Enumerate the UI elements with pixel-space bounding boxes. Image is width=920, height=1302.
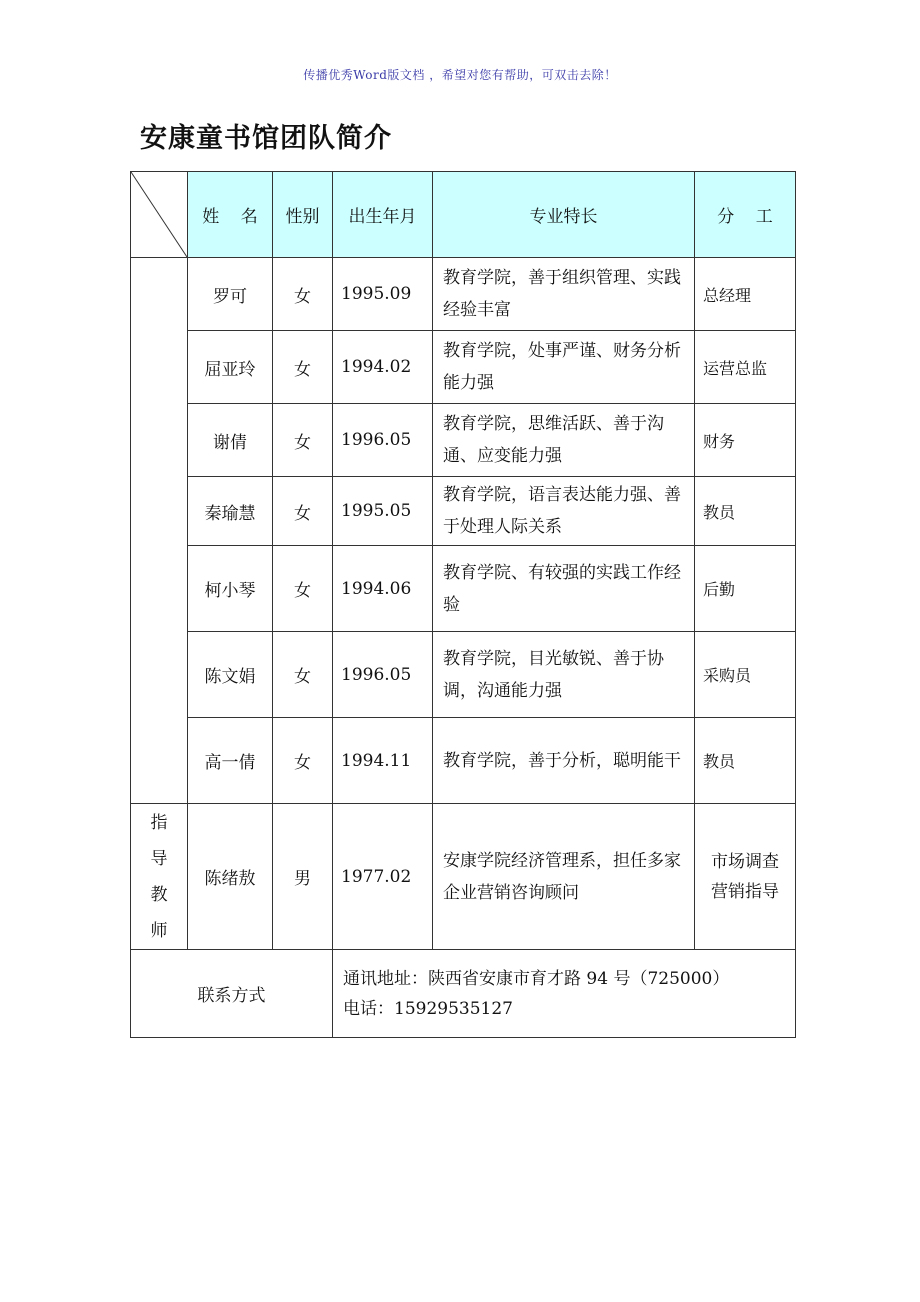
member-gender: 女 bbox=[273, 632, 333, 718]
watermark-text: 传播优秀Word版文档 ，希望对您有帮助，可双击去除！ bbox=[303, 68, 617, 82]
member-gender: 女 bbox=[273, 546, 333, 632]
member-specialty: 教育学院、有较强的实践工作经验 bbox=[433, 546, 695, 632]
member-specialty: 教育学院，语言表达能力强、善于处理人际关系 bbox=[433, 477, 695, 546]
header-name: 姓 名 bbox=[188, 172, 273, 258]
member-name: 陈文娟 bbox=[188, 632, 273, 718]
member-name: 屈亚玲 bbox=[188, 331, 273, 404]
table-row bbox=[131, 546, 796, 632]
advisor-specialty: 安康学院经济管理系，担任多家企业营销咨询顾问 bbox=[433, 804, 695, 950]
member-role: 总经理 bbox=[695, 258, 796, 331]
member-gender: 女 bbox=[273, 477, 333, 546]
member-gender: 女 bbox=[273, 718, 333, 804]
member-specialty: 教育学院，善于分析，聪明能干 bbox=[433, 718, 695, 804]
header-gender: 性别 bbox=[273, 172, 333, 258]
advisor-label-char: 指 bbox=[150, 812, 168, 833]
advisor-row bbox=[131, 804, 796, 950]
table-row bbox=[131, 258, 796, 331]
advisor-gender: 男 bbox=[273, 804, 333, 950]
table-row bbox=[131, 718, 796, 804]
member-birth: 1996.05 bbox=[333, 404, 433, 477]
member-role: 运营总监 bbox=[695, 331, 796, 404]
table-row bbox=[131, 632, 796, 718]
member-role: 采购员 bbox=[695, 632, 796, 718]
member-specialty: 教育学院，思维活跃、善于沟通、应变能力强 bbox=[433, 404, 695, 477]
member-birth: 1994.06 bbox=[333, 546, 433, 632]
member-specialty: 教育学院，善于组织管理、实践经验丰富 bbox=[433, 258, 695, 331]
member-birth: 1994.11 bbox=[333, 718, 433, 804]
member-name: 柯小琴 bbox=[188, 546, 273, 632]
member-specialty: 教育学院，目光敏锐、善于协调，沟通能力强 bbox=[433, 632, 695, 718]
header-birth: 出生年月 bbox=[333, 172, 433, 258]
header-row bbox=[131, 172, 796, 258]
advisor-label-char: 教 bbox=[150, 884, 168, 905]
contact-address: 通讯地址：陕西省安康市育才路 94 号（725000） bbox=[343, 968, 730, 989]
advisor-role-line: 营销指导 bbox=[711, 881, 779, 902]
table-row bbox=[131, 331, 796, 404]
member-birth: 1995.05 bbox=[333, 477, 433, 546]
member-specialty: 教育学院，处事严谨、财务分析能力强 bbox=[433, 331, 695, 404]
document-title: 安康童书馆团队简介 bbox=[140, 123, 392, 154]
diagonal-corner-cell bbox=[131, 172, 188, 258]
member-role: 财务 bbox=[695, 404, 796, 477]
member-birth: 1996.05 bbox=[333, 632, 433, 718]
member-gender: 女 bbox=[273, 258, 333, 331]
member-birth: 1994.02 bbox=[333, 331, 433, 404]
member-name: 谢倩 bbox=[188, 404, 273, 477]
advisor-label-char: 导 bbox=[150, 848, 168, 869]
contact-phone: 电话：15929535127 bbox=[343, 998, 513, 1019]
member-role: 教员 bbox=[695, 477, 796, 546]
table-row bbox=[131, 404, 796, 477]
team-table bbox=[130, 171, 796, 1038]
advisor-role bbox=[695, 804, 796, 950]
table-row bbox=[131, 477, 796, 546]
member-name: 罗可 bbox=[188, 258, 273, 331]
contact-row bbox=[131, 950, 796, 1038]
member-name: 秦瑜慧 bbox=[188, 477, 273, 546]
contact-info bbox=[333, 950, 796, 1038]
member-role: 后勤 bbox=[695, 546, 796, 632]
advisor-label bbox=[131, 804, 188, 950]
contact-label: 联系方式 bbox=[131, 950, 333, 1038]
diagonal-line bbox=[131, 172, 187, 257]
member-name: 高一倩 bbox=[188, 718, 273, 804]
member-role: 教员 bbox=[695, 718, 796, 804]
advisor-birth: 1977.02 bbox=[333, 804, 433, 950]
member-gender: 女 bbox=[273, 404, 333, 477]
member-birth: 1995.09 bbox=[333, 258, 433, 331]
header-role: 分 工 bbox=[695, 172, 796, 258]
advisor-label-char: 师 bbox=[150, 920, 168, 941]
header-specialty: 专业特长 bbox=[433, 172, 695, 258]
advisor-name: 陈绪敖 bbox=[188, 804, 273, 950]
advisor-role-line: 市场调查 bbox=[711, 851, 779, 872]
members-group-cell bbox=[131, 258, 188, 804]
member-gender: 女 bbox=[273, 331, 333, 404]
